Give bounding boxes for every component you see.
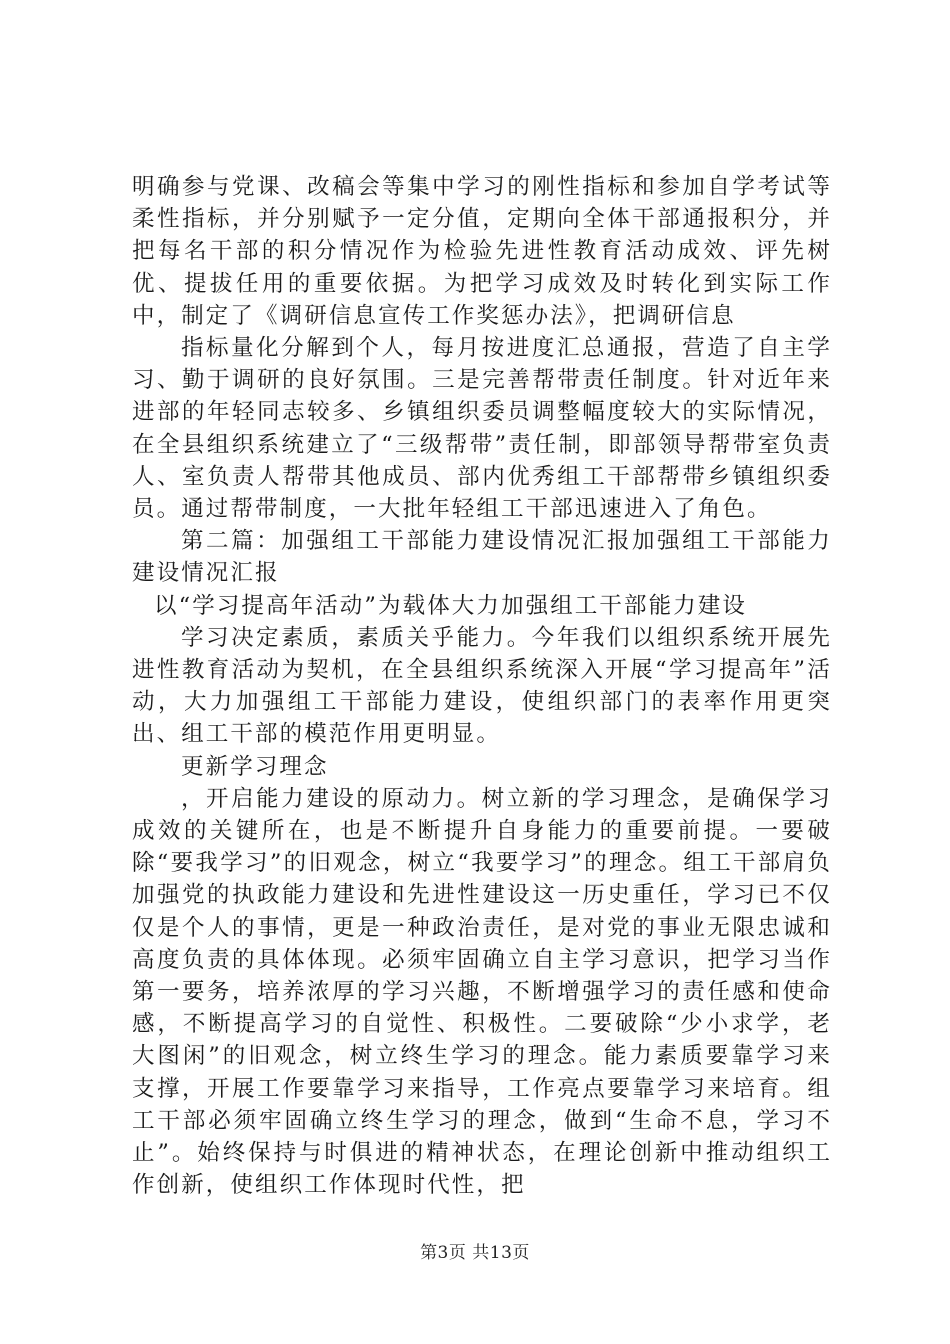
- paragraph-indicators: 指标量化分解到个人，每月按进度汇总通报，营造了自主学习、勤于调研的良好氛围。三是完善帮带责任制度。针对近年来进部的年轻同志较多、乡镇组织委员调整幅度较大的实际情况，在全县组织系统建立了“三级帮带”责任制，即部领导帮带室负责人、室负责人帮带其他成员、部内优秀组工干部帮带乡镇组织委员。通过帮带制度，一大批年轻组工干部迅速进入了角色。: [132, 335, 832, 523]
- paragraph-continuation: 明确参与党课、改稿会等集中学习的刚性指标和参加自学考试等柔性指标，并分别赋予一定分值，定期向全体干部通报积分，并把每名干部的积分情况作为检验先进性教育活动成效、评先树优、提拔任用的重要依据。为把学习成效及时转化到实际工作中，制定了《调研信息宣传工作奖惩办法》，把调研信息: [132, 174, 832, 329]
- section-heading-part-two: 第二篇：加强组工干部能力建设情况汇报加强组工干部能力建设情况汇报: [132, 528, 832, 587]
- page-number-footer: 第3页 共13页: [420, 1243, 530, 1263]
- article-title: 以“学习提高年活动”为载体大力加强组工干部能力建设: [154, 592, 748, 619]
- subheading-update-concept: 更新学习理念: [181, 753, 329, 780]
- paragraph-learning-concept: ，开启能力建设的原动力。树立新的学习理念，是确保学习成效的关键所在，也是不断提升自身能力的重要前提。一要破除“要我学习”的旧观念，树立“我要学习”的理念。组工干部肩负加强党的执政能力建设和先进性建设这一历史重任，学习已不仅仅是个人的事情，更是一种政治责任，是对党的事业无限忠诚和高度负责的具体体现。必须牢固确立自主学习意识，把学习当作第一要务，培养浓厚的学习兴趣，不断增强学习的责任感和使命感，不断提高学习的自觉性、积极性。二要破除“少小求学，老大图闲”的旧观念，树立终生学习的理念。能力素质要靠学习来支撑，开展工作要靠学习来指导，工作亮点要靠学习来培育。组工干部必须牢固确立终生学习的理念，做到“生命不息，学习不止”。始终保持与时俱进的精神状态，在理论创新中推动组织工作创新，使组织工作体现时代性，把: [132, 785, 832, 1199]
- document-body: [132, 171, 832, 1202]
- paragraph-intro: 学习决定素质，素质关乎能力。今年我们以组织系统开展先进性教育活动为契机，在全县组织系统深入开展“学习提高年”活动，大力加强组工干部能力建设，使组织部门的表率作用更突出、组工干部的模范作用更明显。: [132, 624, 832, 748]
